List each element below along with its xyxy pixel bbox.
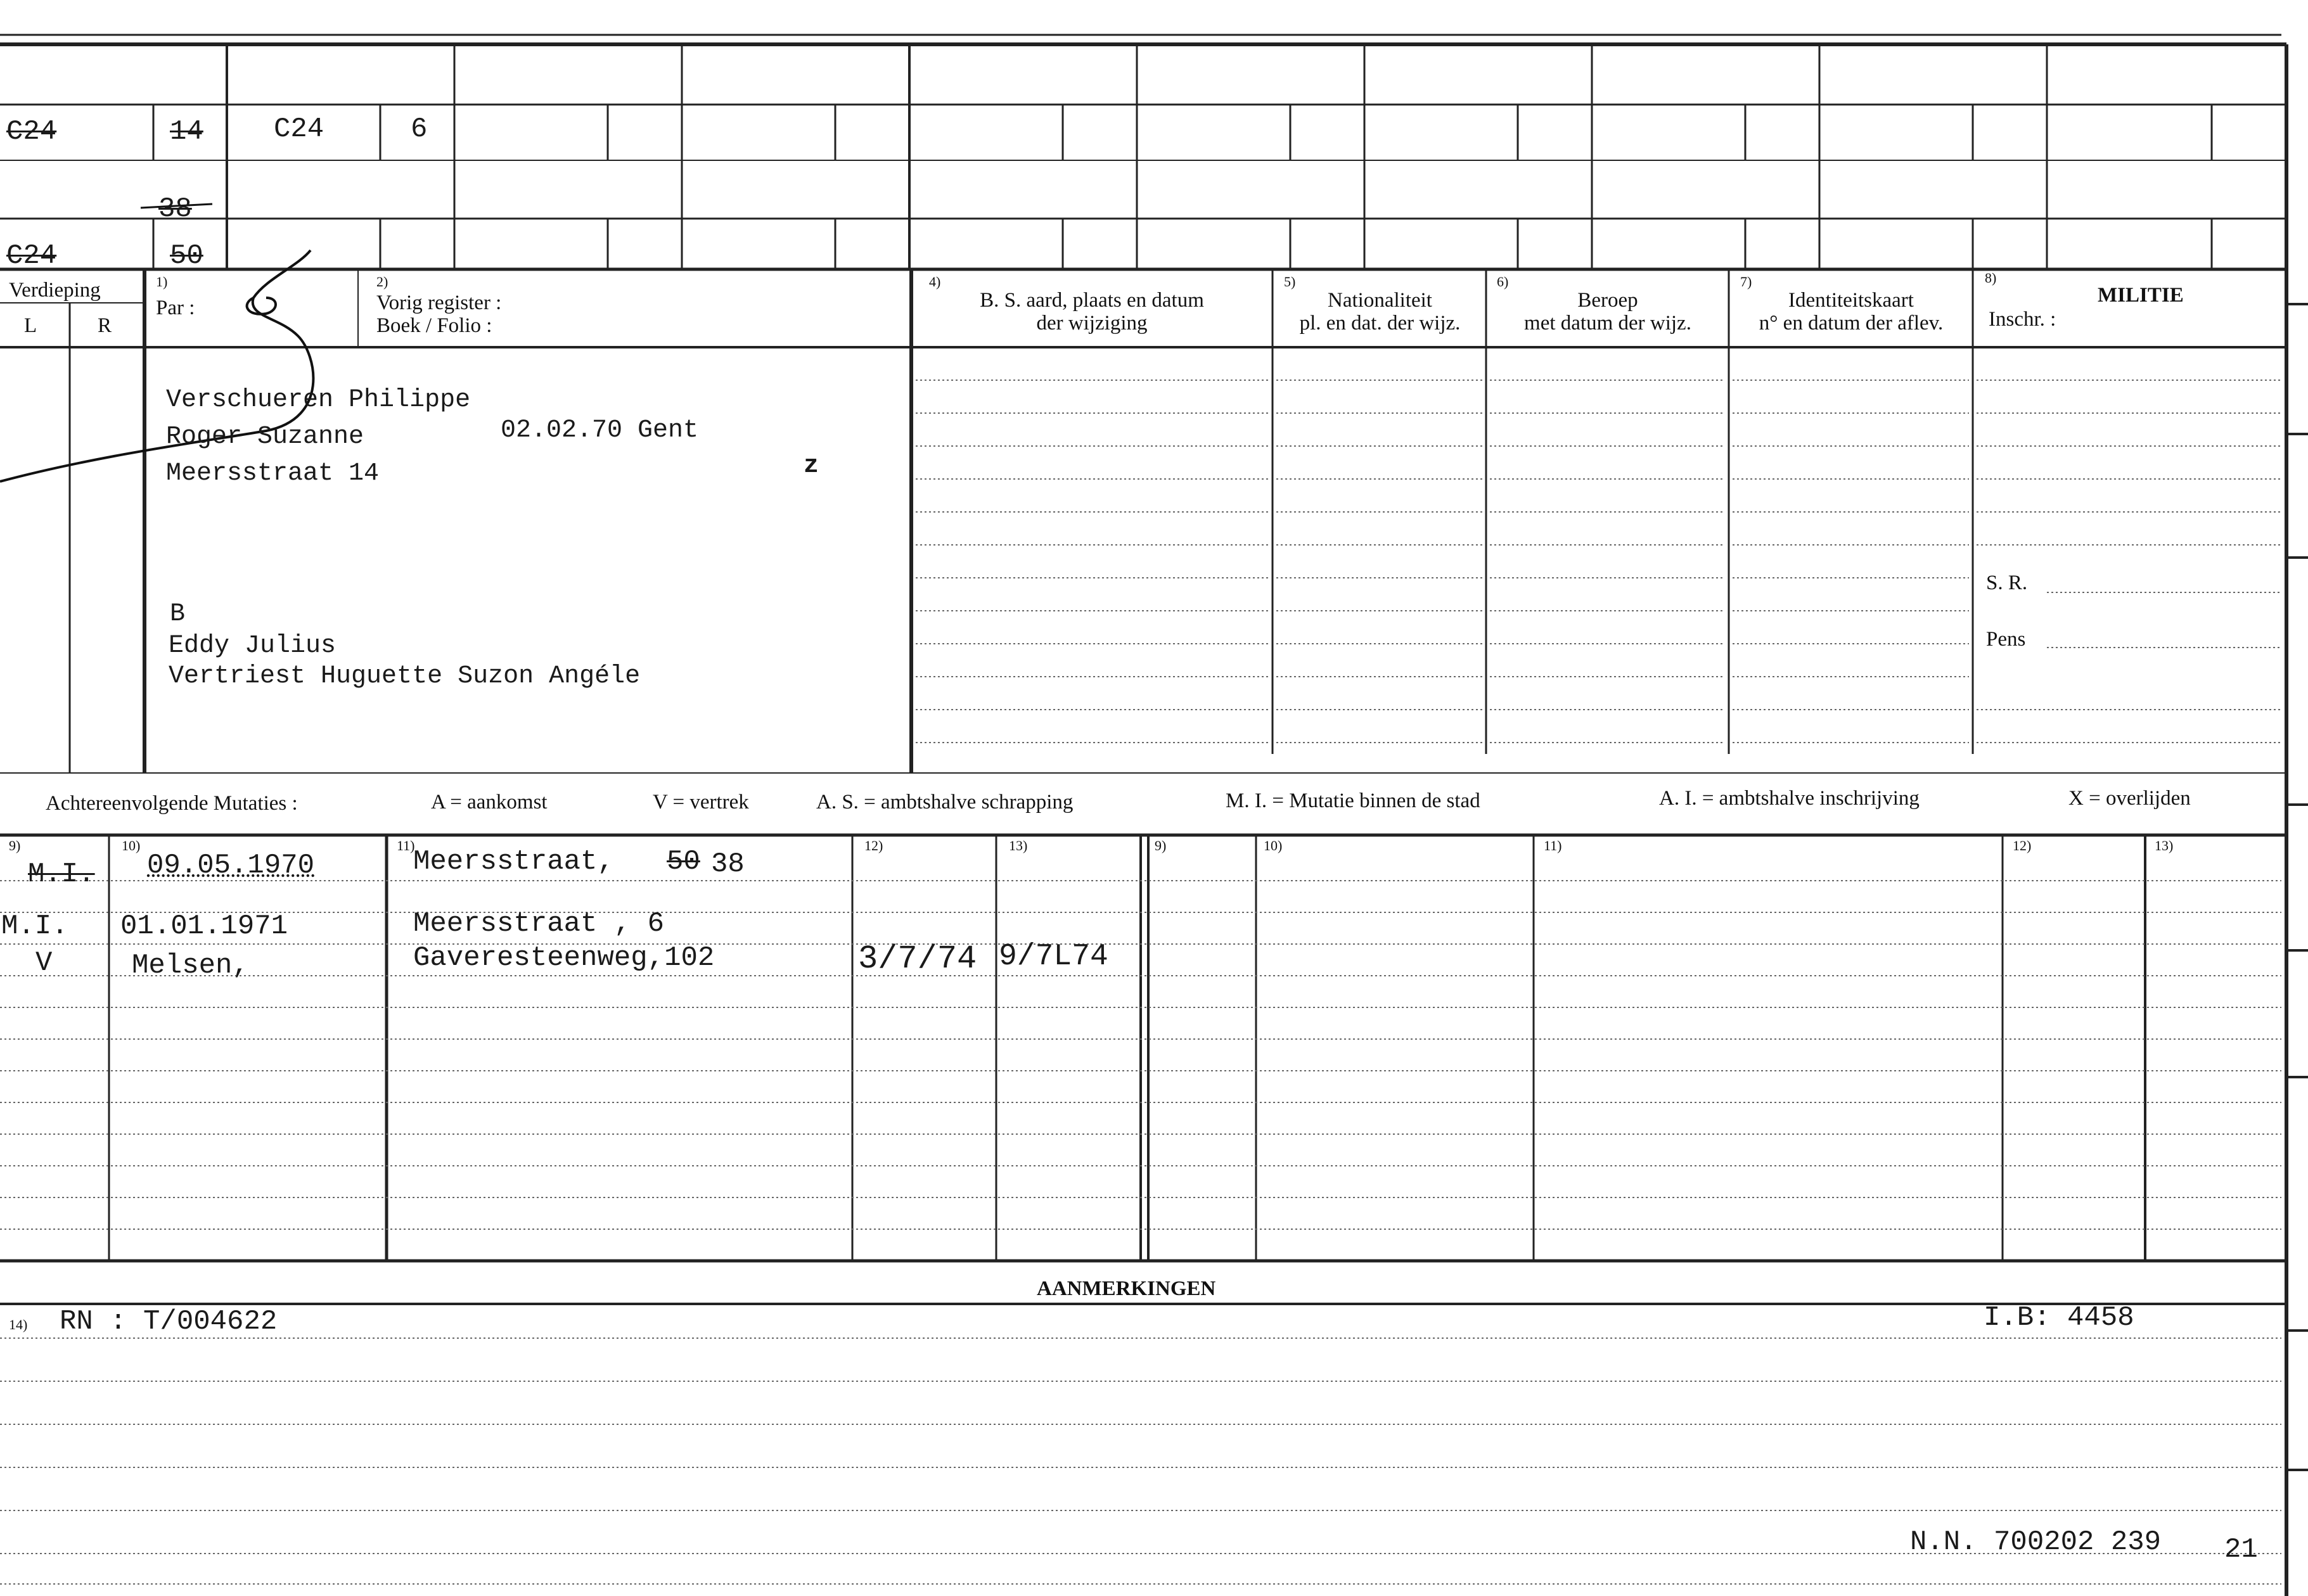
mutation-2-date: 01.01.1971 (120, 910, 288, 942)
field-number-4: 4) (929, 274, 941, 290)
person-name-line2: Roger Suzanne (166, 423, 364, 451)
mutation-1-number: 38 (711, 848, 745, 880)
legend-overlijden: X = overlijden (2068, 787, 2191, 810)
mut-col-9b: 9) (1155, 838, 1167, 853)
mut-col-12b: 12) (2013, 838, 2032, 853)
mutation-3-type: V (35, 947, 53, 979)
verdieping-label: Verdieping (9, 279, 101, 302)
beroep-header-line2: met datum der wijz. (1524, 312, 1691, 335)
top-code-r1c4: 6 (411, 113, 428, 145)
floor-l-label: L (24, 314, 37, 337)
field-number-8: 8) (1985, 270, 1997, 286)
vorig-register-label: Vorig register : (376, 291, 502, 314)
par-label: Par : (156, 297, 195, 319)
mut-col-12: 12) (864, 838, 883, 853)
mutation-1-type: M.I. (28, 859, 95, 890)
mut-col-10b: 10) (1264, 838, 1283, 853)
field-number-14: 14) (9, 1317, 28, 1332)
aanmerkingen-title: AANMERKINGEN (1037, 1277, 1216, 1300)
top-code-r1c1: C24 (6, 116, 57, 148)
identiteitskaart-header-line1: Identiteitskaart (1788, 289, 1914, 312)
mutation-1-number-struck: 50 (667, 846, 700, 878)
mut-col-11: 11) (397, 838, 415, 853)
militie-header: MILITIE (2098, 284, 2184, 307)
legend-aankomst: A = aankomst (431, 791, 548, 814)
field-number-6: 6) (1497, 274, 1509, 290)
mutations-legend-title: Achtereenvolgende Mutaties : (46, 792, 298, 815)
legend-ambtshalve-schrapping: A. S. = ambtshalve schrapping (816, 791, 1074, 814)
mut-col-13: 13) (1009, 838, 1028, 853)
ib-number: I.B: 4458 (1984, 1302, 2134, 1334)
beroep-header-line1: Beroep (1577, 289, 1638, 312)
mut-col-9: 9) (9, 838, 21, 853)
mutation-1-address: Meersstraat, (413, 846, 614, 878)
field-number-7: 7) (1740, 274, 1752, 290)
mut-col-11b: 11) (1544, 838, 1562, 853)
national-number: N.N. 700202 239 (1910, 1526, 2162, 1558)
top-code-r1c2: 14 (170, 116, 203, 148)
top-code-r3c1: C24 (6, 240, 57, 272)
field-number-5: 5) (1284, 274, 1296, 290)
rijksregister-number: RN : T/004622 (60, 1306, 278, 1337)
top-code-r3c2: 50 (170, 240, 203, 272)
mutation-3-date13: 9/7L74 (999, 940, 1108, 974)
boek-folio-label: Boek / Folio : (376, 314, 492, 337)
mut-col-10: 10) (122, 838, 141, 853)
field-number-1: 1) (156, 274, 168, 290)
parents-marker: B (170, 600, 186, 629)
mutation-3-destination: Melsen, (132, 950, 249, 981)
mutation-3-date12: 3/7/74 (858, 940, 977, 978)
bs-header-line2: der wijziging (1036, 312, 1148, 335)
pens-label: Pens (1986, 628, 2026, 651)
legend-ambtshalve-inschrijving: A. I. = ambtshalve inschrijving (1659, 787, 1920, 810)
legend-vertrek: V = vertrek (653, 791, 749, 814)
person-name-line1: Verschueren Philippe (166, 386, 471, 414)
top-code-r2c2: 38 (158, 193, 192, 225)
nationaliteit-header-line1: Nationaliteit (1328, 289, 1432, 312)
inschr-label: Inschr. : (1989, 308, 2056, 331)
mut-col-13b: 13) (2155, 838, 2174, 853)
top-code-r1c3: C24 (274, 113, 324, 145)
floor-r-label: R (98, 314, 112, 337)
field-number-2: 2) (376, 274, 388, 290)
birth-date-place: 02.02.70 Gent (501, 416, 699, 445)
mutation-2-address: Meersstraat , 6 (413, 908, 665, 940)
father-name: Eddy Julius (169, 632, 337, 660)
person-address: Meersstraat 14 (166, 459, 380, 488)
mark-z: z (804, 452, 819, 480)
nationaliteit-header-line2: pl. en dat. der wijz. (1299, 312, 1461, 335)
mother-name: Vertriest Huguette Suzon Angéle (169, 662, 641, 691)
bs-header-line1: B. S. aard, plaats en datum (980, 289, 1204, 312)
mutation-2-type: M.I. (1, 910, 68, 942)
legend-mutatie-binnen-stad: M. I. = Mutatie binnen de stad (1226, 789, 1480, 812)
mutation-1-date: 09.05.1970 (147, 850, 315, 881)
sr-label: S. R. (1986, 571, 2028, 594)
identiteitskaart-header-line2: n° en datum der aflev. (1759, 312, 1944, 335)
national-number-suffix: 21 (2224, 1534, 2258, 1566)
mutation-3-address: Gaveresteenweg,102 (413, 942, 715, 974)
